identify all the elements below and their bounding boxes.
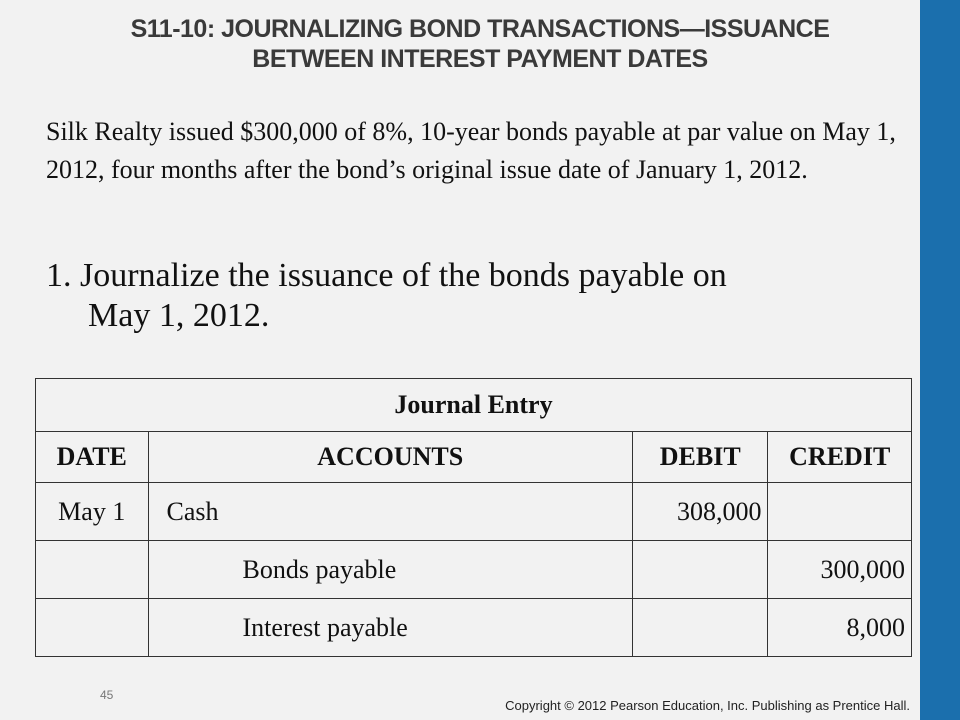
row-debit: 308,000 [632, 483, 767, 541]
header-date: DATE [36, 432, 149, 483]
accent-side-bar [920, 0, 960, 720]
table-caption: Journal Entry [36, 379, 912, 432]
row-credit: 300,000 [768, 541, 912, 599]
question-line-1: 1. Journalize the issuance of the bonds payable on [46, 257, 727, 294]
row-account: Bonds payable [148, 541, 632, 599]
row-debit [632, 599, 767, 657]
page-number: 45 [100, 688, 114, 702]
caption-row [36, 379, 912, 432]
row-debit [632, 541, 767, 599]
slide-title [60, 14, 900, 74]
row-date [36, 599, 149, 657]
header-credit: CREDIT [768, 432, 912, 483]
question-line-2: May 1, 2012. [88, 297, 270, 334]
row-credit: 8,000 [768, 599, 912, 657]
row-account: Interest payable [148, 599, 632, 657]
row-credit [768, 483, 912, 541]
table-row [36, 599, 912, 657]
problem-statement: Silk Realty issued $300,000 of 8%, 10-year bonds payable at par value on May 1, 2012, four months after the bond’s original issue date of January 1, 2012. [46, 117, 896, 184]
header-accounts: ACCOUNTS [148, 432, 632, 483]
table-row [36, 483, 912, 541]
journal-entry-table [35, 378, 912, 657]
title-line-1: S11-10: JOURNALIZING BOND TRANSACTIONS—ISSUANCE [130, 15, 830, 43]
question-text [46, 256, 906, 336]
header-debit: DEBIT [632, 432, 767, 483]
header-row [36, 432, 912, 483]
table-row [36, 541, 912, 599]
copyright-notice: Copyright © 2012 Pearson Education, Inc. Publishing as Prentice Hall. [505, 698, 910, 713]
row-account: Cash [148, 483, 632, 541]
row-date [36, 541, 149, 599]
row-date: May 1 [36, 483, 149, 541]
title-line-2: BETWEEN INTEREST PAYMENT DATES [252, 45, 708, 73]
